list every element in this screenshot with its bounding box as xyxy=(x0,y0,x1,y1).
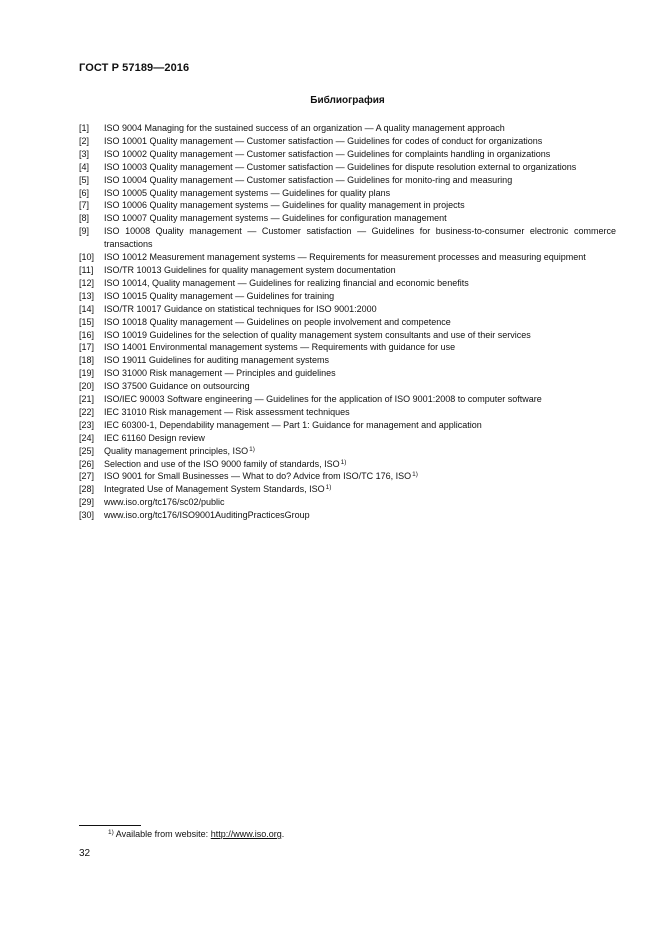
entry-number: [18] xyxy=(79,355,95,366)
entry-text-content: IEC 61160 Design review xyxy=(104,432,205,443)
bibliography-entry xyxy=(79,316,616,329)
entry-text xyxy=(104,419,616,432)
entry-text-content: www.iso.org/tc176/sc02/public xyxy=(104,497,225,508)
page-number: 32 xyxy=(79,848,91,859)
bibliography-entry xyxy=(79,354,616,367)
entry-number: [17] xyxy=(79,342,95,353)
entry-text xyxy=(104,277,616,290)
entry-number: [7] xyxy=(79,200,90,211)
bibliography-entry xyxy=(79,483,616,496)
bibliography-entry xyxy=(79,225,616,251)
entry-text-content: ISO 10014, Quality management — Guidelines for realizing financial and economic benefits xyxy=(104,277,469,288)
entry-text xyxy=(104,393,616,406)
entry-number: [8] xyxy=(79,213,90,224)
footnote-link[interactable]: http://www.iso.org xyxy=(210,829,282,839)
section-title: Библиография xyxy=(310,95,385,106)
entry-number: [12] xyxy=(79,277,95,288)
entry-text-content: ISO 10003 Quality management — Customer satisfaction — Guidelines for dispute resolution external to organizations xyxy=(104,161,577,172)
entry-text-content: ISO 10002 Quality management — Customer satisfaction — Guidelines for complaints handling in organizations xyxy=(104,148,551,159)
entry-text xyxy=(104,483,616,496)
entry-text-content: ISO 10001 Quality management — Customer satisfaction — Guidelines for codes of conduct for organizations xyxy=(104,135,543,146)
bibliography-entry xyxy=(79,187,616,200)
entry-text xyxy=(104,135,616,148)
entry-text xyxy=(104,341,616,354)
entry-text xyxy=(104,212,616,225)
bibliography-entry xyxy=(79,419,616,432)
bibliography-entry xyxy=(79,432,616,445)
entry-text xyxy=(104,329,616,342)
entry-text-content: ISO/TR 10017 Guidance on statistical techniques for ISO 9001:2000 xyxy=(104,303,377,314)
entry-number: [23] xyxy=(79,419,95,430)
entry-number: [20] xyxy=(79,381,95,392)
entry-text-content: ISO 10006 Quality management systems — Guidelines for quality management in projects xyxy=(104,200,465,211)
entry-number: [25] xyxy=(79,445,95,456)
entry-text xyxy=(104,367,616,380)
entry-number: [10] xyxy=(79,252,95,263)
entry-number: [9] xyxy=(79,226,90,237)
bibliography-entry xyxy=(79,470,616,483)
entry-number: [4] xyxy=(79,161,90,172)
entry-text-content: IEC 60300-1, Dependability management — Part 1: Guidance for management and application xyxy=(104,419,482,430)
entry-text xyxy=(104,225,616,251)
entry-number: [3] xyxy=(79,148,90,159)
entry-text-content: ISO 10007 Quality management systems — Guidelines for configuration management xyxy=(104,213,447,224)
standard-header: ГОСТ Р 57189—2016 xyxy=(79,62,190,74)
entry-text-content: ISO 31000 Risk management — Principles and guidelines xyxy=(104,368,336,379)
entry-text-content: ISO 9001 for Small Businesses — What to do? Advice from ISO/TC 176, ISO xyxy=(104,471,412,482)
entry-text-content: Selection and use of the ISO 9000 family of standards, ISO xyxy=(104,458,340,469)
entry-number: [26] xyxy=(79,458,95,469)
bibliography-entry xyxy=(79,277,616,290)
entry-text xyxy=(104,251,616,264)
footnote-divider xyxy=(79,825,141,826)
entry-text xyxy=(104,470,616,483)
entry-text-content: ISO 10018 Quality management — Guidelines on people involvement and competence xyxy=(104,316,451,327)
bibliography-entry xyxy=(79,445,616,458)
entry-number: [2] xyxy=(79,135,90,146)
bibliography-entry xyxy=(79,406,616,419)
entry-text xyxy=(104,290,616,303)
entry-text-content: ISO/IEC 90003 Software engineering — Guidelines for the application of ISO 9001:2008 to computer software xyxy=(104,394,542,405)
entry-text-content: ISO 10015 Quality management — Guidelines for training xyxy=(104,290,335,301)
entry-number: [13] xyxy=(79,290,95,301)
entry-text-content: ISO/TR 10013 Guidelines for quality management system documentation xyxy=(104,264,396,275)
footnote-marker: 1) xyxy=(108,829,114,836)
entry-number: [1] xyxy=(79,123,90,133)
bibliography-entry xyxy=(79,367,616,380)
footnote-suffix: . xyxy=(281,829,285,839)
entry-text xyxy=(104,174,616,187)
entry-number: [6] xyxy=(79,187,90,198)
footnote xyxy=(107,829,284,839)
entry-text-content: www.iso.org/tc176/ISO9001AuditingPracticesGroup xyxy=(104,510,310,521)
bibliography-entry xyxy=(79,303,616,316)
entry-text xyxy=(104,303,616,316)
entry-text-content: Quality management principles, ISO xyxy=(104,445,249,456)
bibliography-entry xyxy=(79,264,616,277)
entry-number: [29] xyxy=(79,497,95,508)
entry-text-content: ISO 10012 Measurement management systems — Requirements for measurement processes and measuring equipment xyxy=(104,252,586,263)
entry-number: [27] xyxy=(79,471,95,482)
entry-text xyxy=(104,122,616,135)
footnote-text: Available from website: xyxy=(115,829,211,839)
bibliography-entry xyxy=(79,122,616,135)
entry-number: [11] xyxy=(79,264,94,275)
entry-text-content: ISO 14001 Environmental management systems — Requirements with guidance for use xyxy=(104,342,456,353)
bibliography-entry xyxy=(79,329,616,342)
bibliography-entry xyxy=(79,212,616,225)
entry-text-content: ISO 10005 Quality management systems — Guidelines for quality plans xyxy=(104,187,391,198)
bibliography-entry xyxy=(79,509,616,522)
bibliography-entry xyxy=(79,148,616,161)
bibliography-entry xyxy=(79,458,616,471)
entry-number: [5] xyxy=(79,174,90,185)
entry-text xyxy=(104,458,616,471)
entry-number: [15] xyxy=(79,316,95,327)
bibliography-entry xyxy=(79,174,616,187)
entry-number: [28] xyxy=(79,484,95,495)
entry-text xyxy=(104,264,616,277)
entry-text-content: IEC 31010 Risk management — Risk assessment techniques xyxy=(104,406,350,417)
entry-text xyxy=(104,509,616,522)
entry-text xyxy=(104,316,616,329)
bibliography-entry xyxy=(79,393,616,406)
bibliography-entry xyxy=(79,199,616,212)
entry-text xyxy=(104,496,616,509)
entry-text-content: ISO 37500 Guidance on outsourcing xyxy=(104,381,250,392)
entry-text xyxy=(104,161,616,174)
entry-text-content: ISO 10019 Guidelines for the selection of quality management system consultants and use of their services xyxy=(104,329,531,340)
footnote-reference: 1) xyxy=(249,445,255,453)
footnote-reference: 1) xyxy=(412,471,418,479)
entry-number: [24] xyxy=(79,432,95,443)
entry-text-content: Integrated Use of Management System Standards, ISO xyxy=(104,484,325,495)
entry-number: [19] xyxy=(79,368,95,379)
entry-text xyxy=(104,354,616,367)
bibliography-entry xyxy=(79,251,616,264)
entry-number: [22] xyxy=(79,406,95,417)
footnote-reference: 1) xyxy=(325,484,332,492)
entry-text xyxy=(104,432,616,445)
entry-text xyxy=(104,187,616,200)
entry-number: [21] xyxy=(79,394,95,405)
bibliography-entry xyxy=(79,341,616,354)
bibliography-entry xyxy=(79,496,616,509)
bibliography-entry xyxy=(79,380,616,393)
footnote-reference: 1) xyxy=(340,458,347,466)
bibliography-entry xyxy=(79,161,616,174)
bibliography-list xyxy=(79,122,616,522)
entry-number: [14] xyxy=(79,303,95,314)
entry-number: [16] xyxy=(79,329,95,340)
entry-text xyxy=(104,445,616,458)
entry-number: [30] xyxy=(79,510,95,521)
bibliography-entry xyxy=(79,290,616,303)
entry-text xyxy=(104,406,616,419)
entry-text xyxy=(104,148,616,161)
entry-text-content: ISO 9004 Managing for the sustained success of an organization — A quality management approach xyxy=(104,123,505,133)
entry-text-content: ISO 10008 Quality management — Customer satisfaction — Guidelines for business-to-consumer electronic commerce transactions xyxy=(104,226,616,250)
entry-text xyxy=(104,199,616,212)
entry-text xyxy=(104,380,616,393)
entry-text-content: ISO 10004 Quality management — Customer satisfaction — Guidelines for monito-ring and measuring xyxy=(104,174,513,185)
entry-text-content: ISO 19011 Guidelines for auditing management systems xyxy=(104,355,329,366)
bibliography-entry xyxy=(79,135,616,148)
